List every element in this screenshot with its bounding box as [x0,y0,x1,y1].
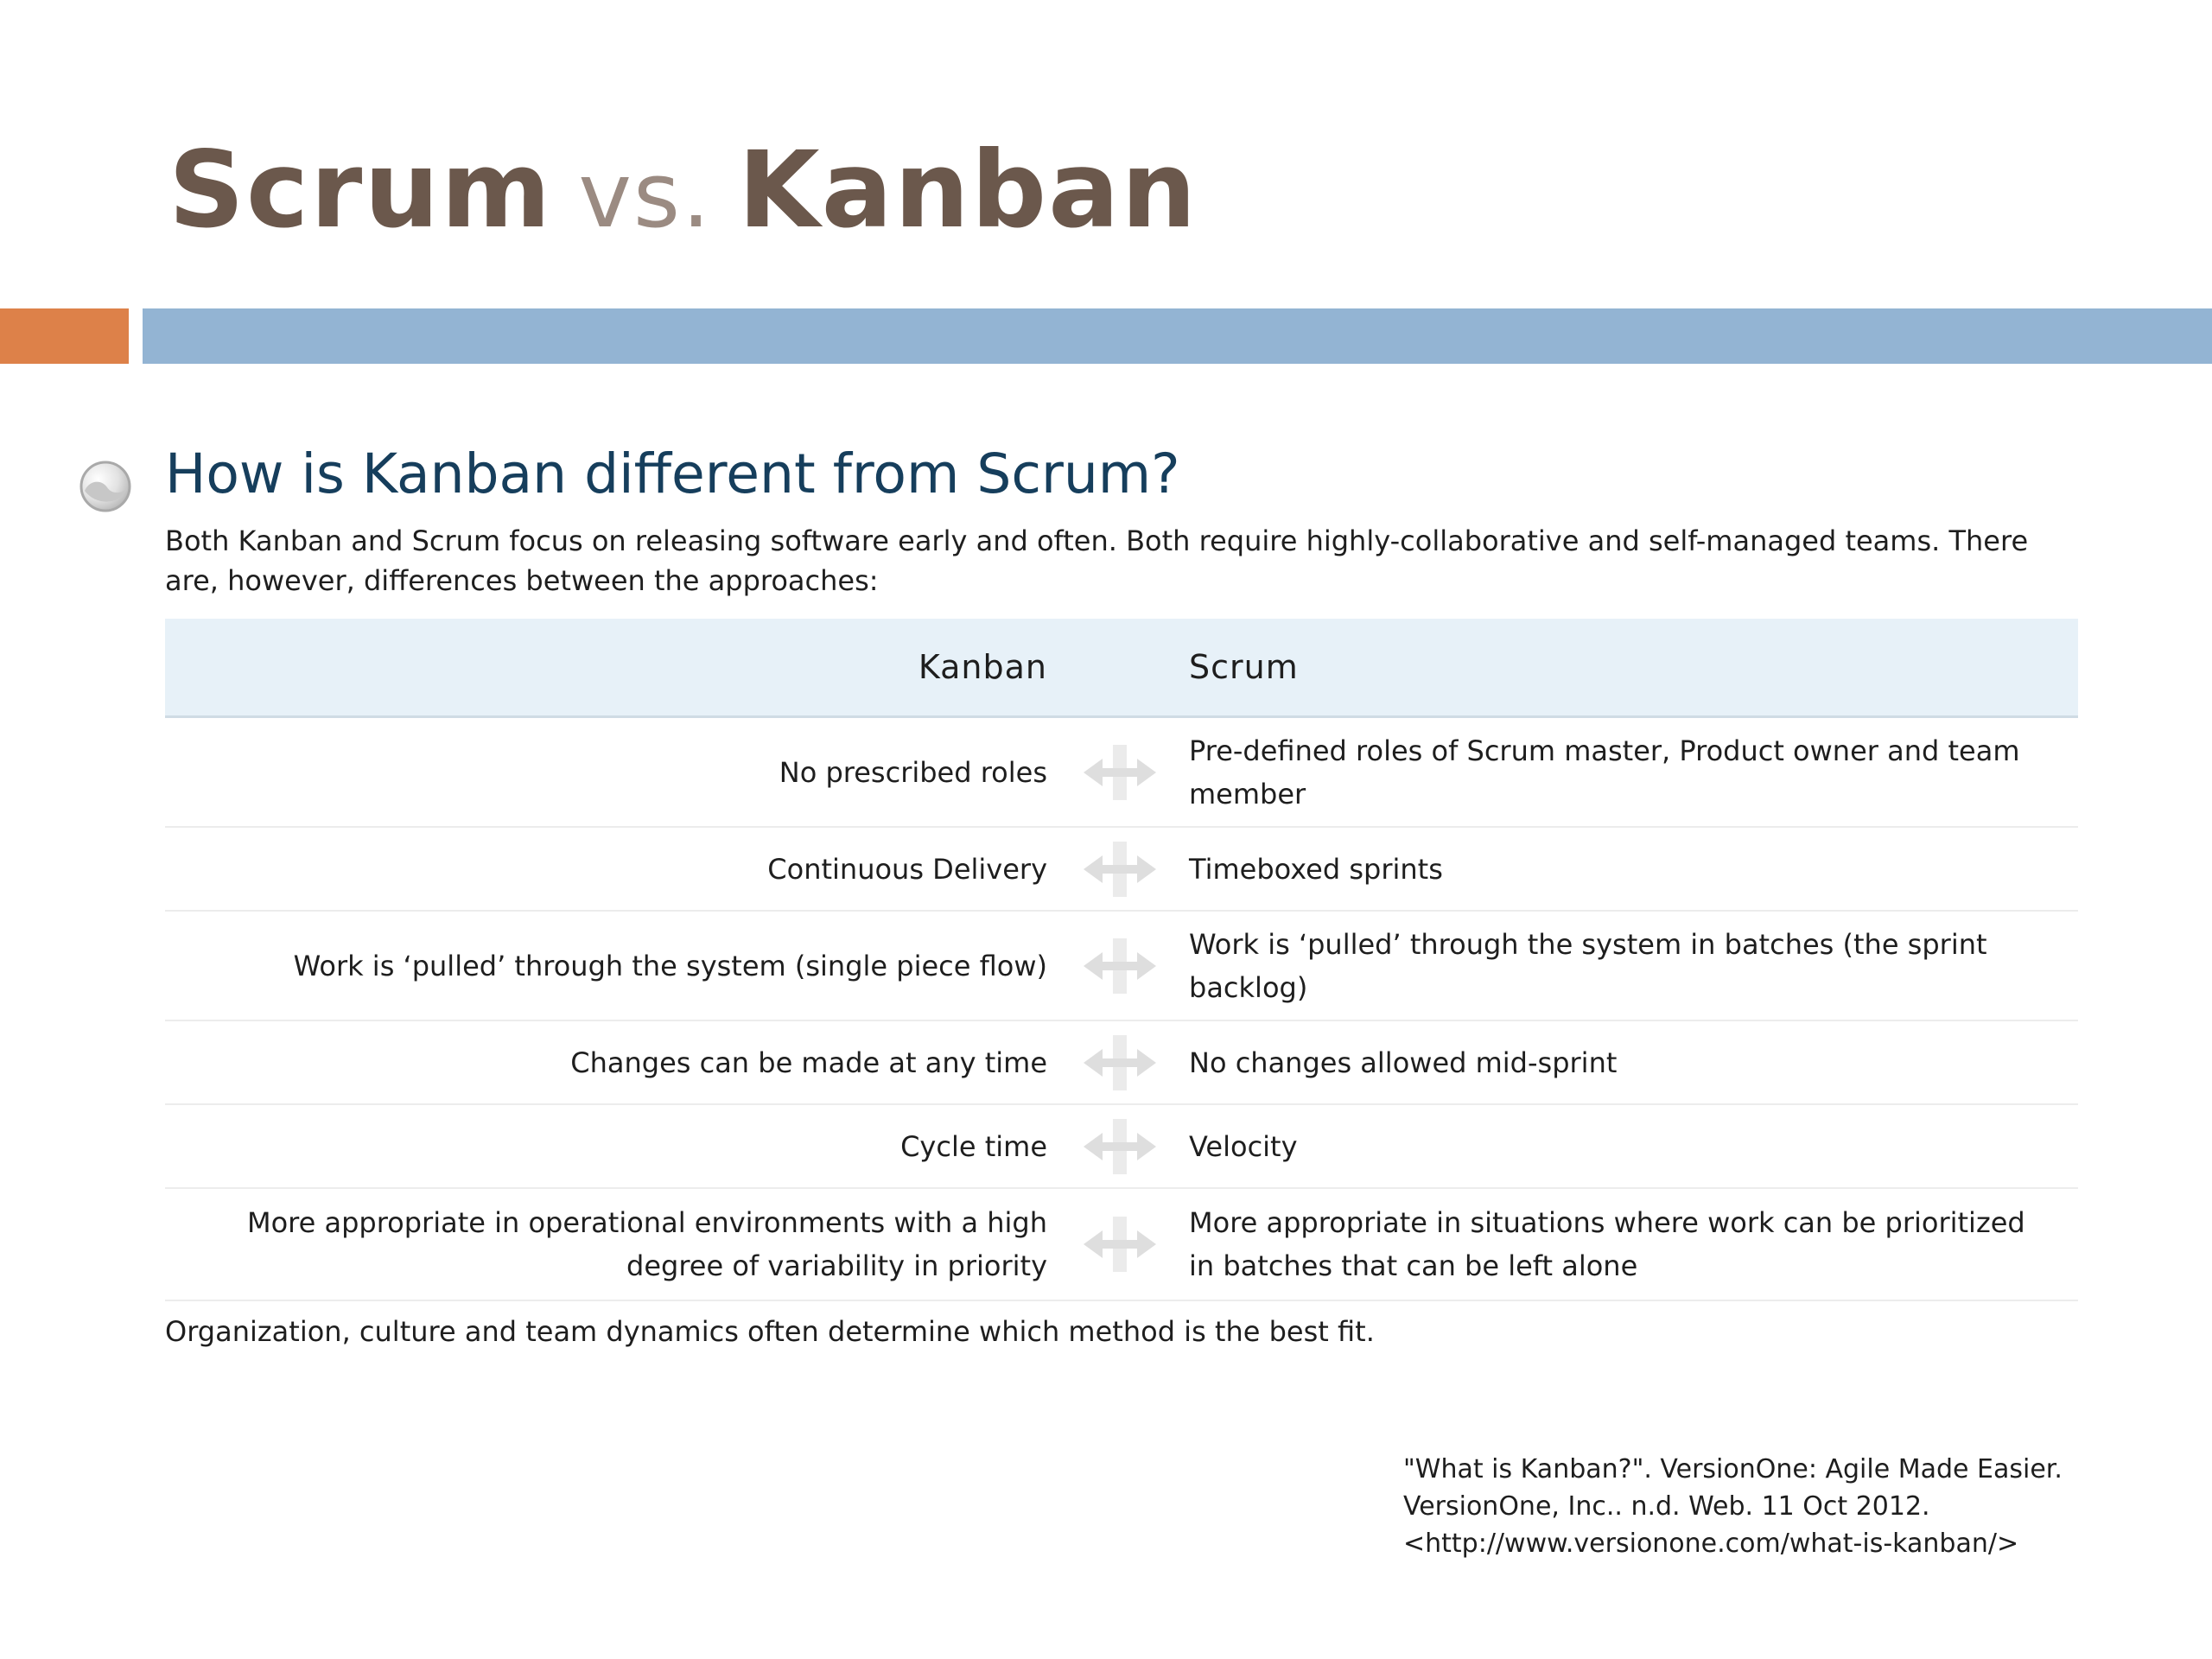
comparison-table [165,619,2078,1301]
kanban-cell: Work is ‘pulled’ through the system (single piece flow) [165,911,1068,1020]
table-row [165,827,2078,911]
header-kanban: Kanban [165,619,1068,717]
scrum-cell: Timeboxed sprints [1172,827,2078,911]
accent-bar-blue [143,308,2212,364]
table-row [165,911,2078,1020]
kanban-cell: No prescribed roles [165,717,1068,828]
table-header-row [165,619,2078,717]
citation-url: <http://www.versionone.com/what-is-kanban/> [1403,1529,2019,1559]
table-row [165,1188,2078,1300]
conclusion-text: Organization, culture and team dynamics often determine which method is the best fit. [165,1315,1375,1348]
table-row [165,717,2078,828]
left-right-arrow-icon [1080,741,1160,804]
table-row [165,1020,2078,1104]
kanban-cell: More appropriate in operational environments with a high degree of variability in priority [165,1188,1068,1300]
circle-bullet-icon [79,460,132,513]
table-row [165,1104,2078,1188]
scrum-cell: Velocity [1172,1104,2078,1188]
scrum-cell: Work is ‘pulled’ through the system in batches (the sprint backlog) [1172,911,2078,1020]
scrum-cell: More appropriate in situations where work can be prioritized in batches that can be left alone [1172,1188,2078,1300]
kanban-cell: Continuous Delivery [165,827,1068,911]
left-right-arrow-icon [1080,1116,1160,1178]
left-right-arrow-icon [1080,1213,1160,1275]
kanban-cell: Changes can be made at any time [165,1020,1068,1104]
scrum-cell: No changes allowed mid-sprint [1172,1020,2078,1104]
slide-title-scrum: Scrum [168,129,553,251]
kanban-cell: Cycle time [165,1104,1068,1188]
slide-title-vs: vs. [578,143,713,248]
left-right-arrow-icon [1080,1032,1160,1094]
left-right-arrow-icon [1080,838,1160,900]
header-spacer [1068,619,1172,717]
scrum-cell: Pre-defined roles of Scrum master, Product owner and team member [1172,717,2078,828]
section-heading: How is Kanban different from Scrum? [165,442,1180,505]
intro-paragraph: Both Kanban and Scrum focus on releasing software early and often. Both require highly-collaborative and self-managed teams. There are, however, differences between the approaches: [165,524,2029,597]
citation-line-1: "What is Kanban?". VersionOne: Agile Made Easier. [1403,1454,2063,1484]
citation [1403,1451,2164,1562]
header-scrum: Scrum [1172,619,2078,717]
accent-bar-orange [0,308,129,364]
left-right-arrow-icon [1080,935,1160,997]
slide-title-kanban: Kanban [738,129,1198,251]
slide-title [168,130,1198,256]
citation-line-2: VersionOne, Inc.. n.d. Web. 11 Oct 2012. [1403,1491,1930,1522]
